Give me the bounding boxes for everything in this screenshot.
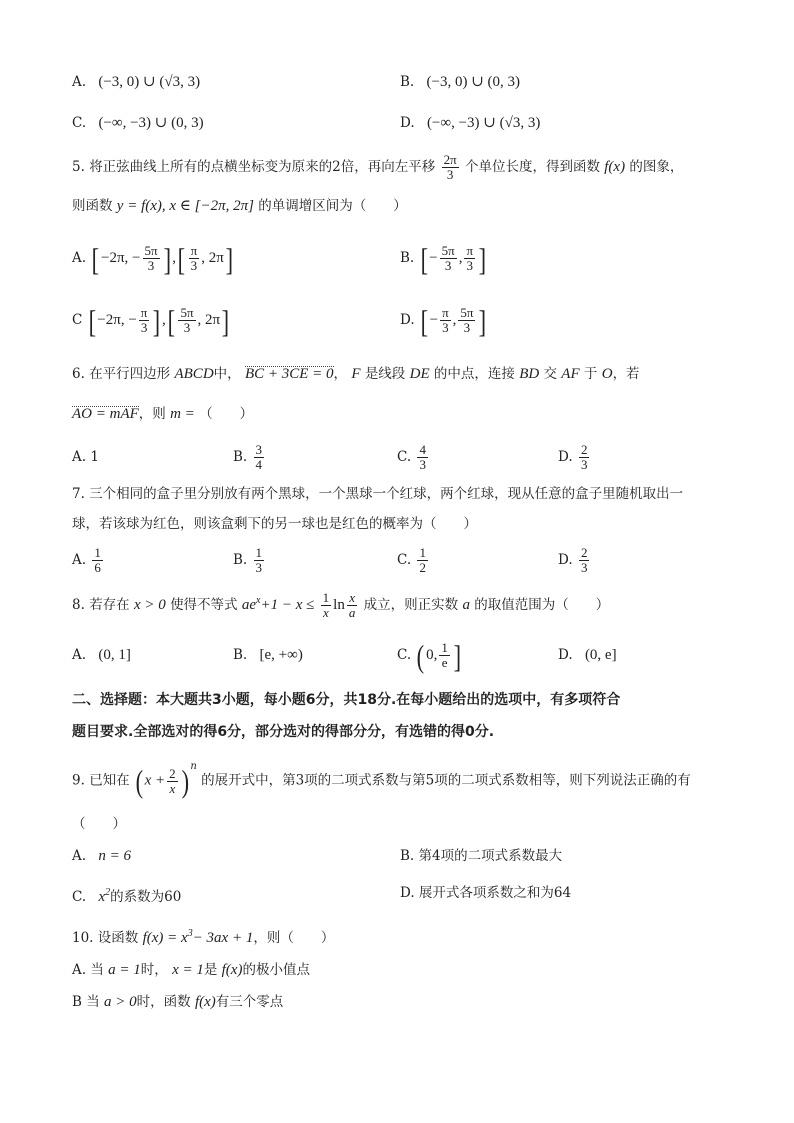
option-expression: (−3, 0) ∪ (√3, 3): [98, 74, 201, 90]
question-text: 已知在: [89, 772, 130, 789]
option-label: B.: [233, 552, 248, 568]
question-text: 是线段: [364, 366, 406, 382]
option-expression: [e, +∞): [259, 647, 303, 663]
question-text: 使得不等式: [170, 597, 238, 613]
math-o: O: [601, 366, 613, 382]
q5-stem-line1: [72, 150, 683, 184]
math-expression: y = f(x), x ∈ [−2π, 2π]: [116, 198, 254, 214]
option-label: A.: [72, 647, 87, 663]
question-text: 中，: [213, 366, 241, 382]
q7-option-d[interactable]: [558, 543, 591, 577]
question-number: 8.: [72, 597, 85, 613]
question-text: 若存在: [89, 597, 130, 613]
math-x2: [98, 889, 110, 905]
expr-sup: 3: [187, 928, 193, 939]
option-text: 的极小值点: [242, 962, 310, 978]
fraction: [417, 443, 428, 472]
fraction: [254, 546, 265, 575]
option-label: A.: [72, 74, 87, 90]
math-expression: f(x): [194, 994, 216, 1010]
fraction: [439, 641, 450, 670]
question-text: ，若: [612, 366, 640, 382]
frac-num: 4: [419, 442, 426, 457]
question-text: ，: [333, 366, 348, 382]
question-text: 的单调增区间为（ ）: [258, 198, 407, 214]
option-label: B.: [400, 74, 415, 90]
question-text: 在平行四边形: [89, 366, 171, 382]
option-expression: n = 6: [98, 848, 131, 864]
frac-num: 1: [441, 640, 448, 655]
q10-option-a[interactable]: [72, 961, 310, 979]
ineq-part: ae: [241, 597, 257, 613]
bracket: ]: [453, 637, 461, 674]
option-label: A.: [72, 848, 87, 864]
frac-num: 3: [255, 442, 263, 457]
question-text: 的图象，: [629, 159, 684, 175]
option-label: D.: [400, 115, 415, 131]
option-text: A. 当: [72, 962, 104, 978]
frac-num: 1: [94, 545, 101, 560]
question-text: ，则: [138, 406, 166, 422]
q8-option-a[interactable]: [72, 637, 131, 673]
option-expression: (−3, 0) ∪ (0, 3): [426, 74, 521, 90]
question-text: ，则（ ）: [253, 930, 335, 946]
q9-option-c[interactable]: [72, 884, 181, 906]
vector-equation: BC + 3CE = 0: [244, 366, 334, 382]
bracket: (: [417, 637, 425, 674]
q5-option-c[interactable]: C [ −2π, − $\frac{\pi}{3}$ ] ,[ $\frac{5\pi}{3}$ , 2π]: [72, 302, 230, 339]
option-label: B.: [233, 647, 248, 663]
option-label: A.: [72, 552, 87, 568]
option-label: D.: [558, 552, 573, 568]
question-text: 于: [583, 366, 598, 382]
bracket: [: [91, 240, 100, 277]
frac-den: 2: [419, 560, 426, 575]
option-label: A. 1: [72, 449, 99, 465]
fraction: [321, 591, 332, 620]
question-text: 的中点，连接: [433, 366, 515, 382]
ln: ln: [333, 597, 345, 613]
question-number: 10.: [72, 930, 94, 946]
q9-paren: （ ）: [72, 816, 126, 832]
q8-option-d[interactable]: [558, 637, 617, 673]
option-label: C.: [397, 647, 412, 663]
q10-option-b[interactable]: [72, 993, 283, 1011]
frac-num: x: [349, 590, 355, 605]
question-number: 9.: [72, 772, 85, 789]
frac-num: 1: [419, 545, 426, 560]
q9-option-d[interactable]: D. 展开式各项系数之和为64: [400, 885, 572, 901]
option-label: B.: [400, 250, 415, 266]
q6-stem-line1: [72, 365, 640, 383]
question-text: 则函数: [72, 198, 113, 214]
option-label: C: [72, 312, 83, 328]
q8-option-b[interactable]: [233, 637, 303, 673]
fraction: [442, 153, 459, 182]
q6-stem-line2: [72, 405, 253, 423]
option-expression: (−∞, −3) ∪ (√3, 3): [426, 115, 541, 131]
expr-part: − 3ax + 1: [192, 930, 254, 946]
vector-equation: AO = mAF: [72, 406, 139, 422]
bracket: ): [181, 763, 189, 799]
option-expression: (−∞, −3) ∪ (0, 3): [98, 115, 204, 131]
math-expression: a = 1: [108, 962, 141, 978]
math-function: [143, 930, 254, 946]
q7-stem-line2: 球，若该球为红色，则该盒剩下的另一球也是红色的概率为（ ）: [72, 516, 477, 532]
question-number: 5.: [72, 159, 85, 175]
option-text: 是: [203, 962, 218, 978]
option-label: C.: [397, 449, 412, 465]
option-label: C.: [397, 552, 412, 568]
question-number: 6.: [72, 366, 85, 382]
option-text: B 当: [72, 994, 100, 1010]
option-expression: (0, e]: [584, 647, 617, 663]
q6-option-b[interactable]: [233, 440, 266, 474]
math-de: DE: [409, 366, 430, 382]
math-m: m =: [170, 406, 195, 422]
option-text: 时，函数: [136, 994, 191, 1010]
math-fx: f(x): [604, 159, 626, 175]
question-text: 的展开式中，第3项的二项式系数与第5项的二项式系数相等，则下列说法正确的有: [201, 772, 691, 789]
q9-option-a[interactable]: [72, 847, 131, 865]
q7-option-c[interactable]: [397, 543, 430, 577]
q4-option-d[interactable]: [400, 114, 540, 132]
frac-den: 3: [419, 457, 426, 472]
fraction: [579, 443, 590, 472]
question-text: 的取值范围为（ ）: [474, 597, 610, 613]
fraction: $\frac{5\pi}{3}$: [144, 243, 158, 273]
option-label: D.: [558, 449, 573, 465]
q9-stem: [72, 757, 691, 801]
q4-option-a[interactable]: [72, 73, 200, 91]
fraction: [254, 443, 265, 472]
math-inequality: [242, 597, 315, 613]
math-expression: a > 0: [104, 994, 137, 1010]
q4-option-b[interactable]: [400, 73, 520, 91]
fraction: [579, 546, 590, 575]
frac-den: 3: [446, 167, 454, 182]
question-text: 成立，则正实数: [363, 597, 459, 613]
q6-option-a[interactable]: [72, 440, 99, 474]
frac-num: 2π: [443, 152, 457, 167]
q4-option-c[interactable]: [72, 114, 204, 132]
option-expression: (0, 1]: [98, 647, 131, 663]
q7-option-b[interactable]: [233, 543, 266, 577]
question-text: 将正弦曲线上所有的点横坐标变为原来的2倍，再向左平移: [89, 159, 436, 175]
q6-option-c[interactable]: [397, 440, 430, 474]
option-label: D.: [400, 312, 415, 328]
exponent-n: n: [190, 761, 197, 772]
option-label: B.: [233, 449, 248, 465]
q5-stem-line2: [72, 197, 407, 215]
question-text: 个单位长度，得到函数: [464, 159, 600, 175]
frac-den: x: [323, 605, 329, 620]
frac-den: 6: [94, 560, 101, 575]
q6-option-d[interactable]: [558, 440, 591, 474]
bracket: (: [135, 763, 144, 799]
q9-option-b[interactable]: B. 第4项的二项式系数最大: [400, 848, 563, 864]
fraction: [92, 546, 103, 575]
q10-stem: [72, 925, 334, 947]
frac-den: 3: [255, 560, 263, 575]
option-label: D.: [558, 647, 573, 663]
q7-stem-line1: 7. 三个相同的盒子里分别放有两个黑球，一个黑球一个红球，两个红球，现从任意的盒子里随机取出一: [72, 486, 684, 502]
math-f: F: [351, 366, 361, 382]
math-expression: f(x): [221, 962, 243, 978]
fraction: [347, 591, 358, 620]
math-a: a: [462, 597, 470, 613]
x: x: [98, 889, 106, 905]
frac-den: x: [169, 780, 176, 796]
option-expression: 0,: [426, 647, 438, 663]
question-text: （ ）: [199, 406, 254, 422]
math-condition: x > 0: [133, 597, 166, 613]
frac-den: 3: [580, 457, 588, 472]
q5-option-b[interactable]: B. [ − $\frac{5\pi}{3}$ , $\frac{\pi}{3}$ ]: [400, 240, 487, 277]
x-sup: 2: [105, 887, 111, 898]
frac-den: 4: [255, 457, 263, 472]
section-heading-line2: 题目要求.全部选对的得6分，部分选对的得部分分，有选错的得0分.: [72, 724, 495, 740]
option-label: C.: [72, 889, 87, 905]
q5-option-a[interactable]: A. [ −2π, − $\frac{5\pi}{3}$ ] ,[ $\frac{\pi}{3}$ , 2π]: [72, 240, 233, 277]
frac-num: 2: [169, 765, 176, 781]
frac-num: 1: [255, 545, 263, 560]
math-expression: x = 1: [172, 962, 204, 978]
question-text: 设函数: [97, 930, 139, 946]
q7-option-a[interactable]: [72, 543, 105, 577]
frac-den: e: [441, 655, 448, 670]
frac-num: 1: [322, 590, 330, 605]
q5-option-d[interactable]: D. [ − $\frac{\pi}{3}$ , $\frac{5\pi}{3}$ ]: [400, 302, 487, 339]
frac-num: 2: [580, 442, 588, 457]
option-label: C.: [72, 115, 87, 131]
frac-den: 3: [580, 560, 588, 575]
q8-stem: [72, 583, 609, 623]
ineq-sup: x: [256, 595, 261, 606]
q8-option-c[interactable]: [397, 637, 463, 674]
math-abcd: ABCD: [174, 366, 214, 382]
fraction: [417, 546, 428, 575]
option-text: 的系数为60: [110, 889, 182, 905]
fraction: [167, 767, 178, 796]
option-label: A.: [72, 250, 87, 266]
frac-den: a: [348, 605, 356, 620]
option-text: 时，: [140, 962, 168, 978]
section-heading-line1: 二、选择题：本大题共3小题，每小题6分，共18分.在每小题给出的选项中，有多项符合: [72, 692, 621, 708]
option-text: 有三个零点: [215, 994, 284, 1010]
math-bd: BD: [519, 366, 540, 382]
math-af: AF: [561, 366, 580, 382]
question-text: 交: [543, 366, 557, 382]
expr-part: f(x) = x: [142, 930, 188, 946]
math-x: x +: [144, 772, 166, 789]
ineq-part: +1 − x ≤: [260, 597, 315, 613]
frac-num: 2: [580, 545, 588, 560]
